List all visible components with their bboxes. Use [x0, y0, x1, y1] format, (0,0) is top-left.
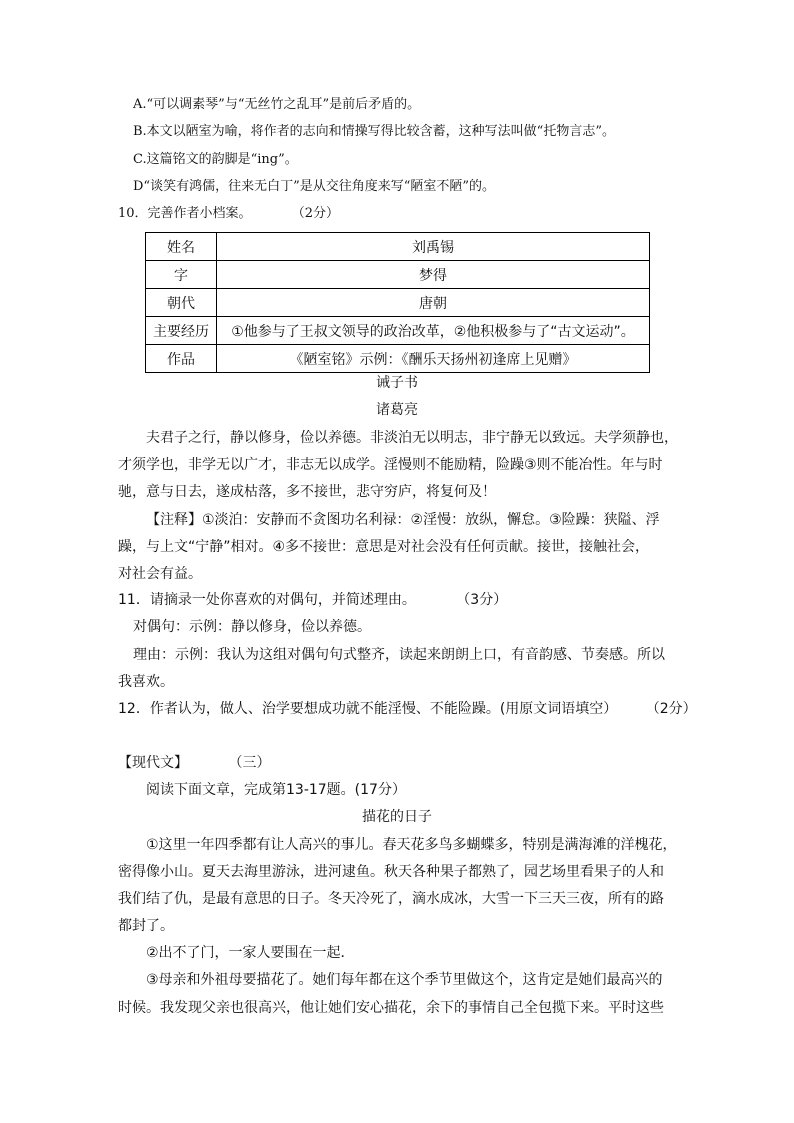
table-row	[146, 233, 650, 261]
article-line: 密得像小山。夏天去海里游泳，进河逮鱼。秋天各种果子都熟了，园艺场里看果子的人和	[118, 864, 664, 880]
text-title: 诫子书	[376, 375, 418, 391]
profile-value-experience: ①他参与了王叔文领导的政治改革，②他积极参与了“古文运动”。	[217, 317, 650, 345]
profile-value-works: 《陋室铭》示例：《酬乐天扬州初逢席上见赠》	[217, 345, 650, 373]
text-body-line: 才须学也，非学无以广才，非志无以成学。淫慢则不能励精，险躁③则不能冶性。年与时	[118, 457, 663, 473]
option-c: C.这篇铭文的韵脚是“ing”。	[133, 152, 298, 167]
article-line: 时候。我发现父亲也很高兴，他让她们安心描花，余下的事情自己全包揽下来。平时这些	[118, 1000, 664, 1016]
profile-value-courtesy: 梦得	[217, 261, 650, 289]
article-line: ③母亲和外祖母要描花了。她们每年都在这个季节里做这个，这肯定是她们最高兴的	[146, 972, 663, 988]
article-line: ①这里一年四季都有让人高兴的事儿。春天花多鸟多蝴蝶多，特别是满海滩的洋槐花，	[146, 837, 677, 853]
answer-reason-line: 我喜欢。	[118, 674, 174, 690]
table-row	[146, 317, 650, 345]
question-10-label: 10．完善作者小档案。	[118, 206, 252, 221]
question-11	[118, 590, 507, 610]
question-11-score: （3分）	[456, 592, 508, 608]
profile-key-courtesy: 字	[146, 261, 217, 289]
text-body-line: 夫君子之行，静以修身，俭以养德。非淡泊无以明志，非宁静无以致远。夫学须静也，	[146, 430, 678, 446]
notes-line: 躁，与上文“宁静”相对。④多不接世：意思是对社会没有任何贡献。接世，接触社会，	[118, 539, 650, 555]
table-row	[146, 289, 650, 317]
profile-key-works: 作品	[146, 345, 217, 373]
text-author: 诸葛亮	[376, 402, 418, 418]
question-12	[118, 699, 697, 719]
section-number: （三）	[228, 755, 271, 771]
author-profile-table	[145, 232, 650, 373]
article-line: 都封了。	[118, 918, 174, 934]
text-body-line: 驰，意与日去，遂成枯落，多不接世，悲守穷庐，将复何及！	[118, 484, 496, 500]
question-10-score: （2分）	[291, 206, 339, 221]
question-10	[118, 204, 339, 224]
table-row	[146, 345, 650, 373]
profile-key-dynasty: 朝代	[146, 289, 217, 317]
option-a: A.“可以调素琴”与“无丝竹之乱耳”是前后矛盾的。	[133, 97, 421, 112]
section-label: 【现代文】	[118, 755, 188, 771]
profile-key-experience: 主要经历	[146, 317, 217, 345]
profile-value-dynasty: 唐朝	[217, 289, 650, 317]
table-row	[146, 261, 650, 289]
section-instruction: 阅读下面文章，完成第13-17题。(17分）	[146, 782, 406, 798]
profile-key-name: 姓名	[146, 233, 217, 261]
question-11-label: 11．请摘录一处你喜欢的对偶句，并简述理由。	[118, 592, 416, 608]
profile-value-name: 刘禹锡	[217, 233, 650, 261]
section-heading	[118, 753, 270, 773]
article-line: ②出不了门，一家人要围在一起．	[146, 945, 355, 961]
option-d: D“谈笑有鸿儒，往来无白丁”是从交往角度来写“陋室不陋”的。	[133, 179, 496, 194]
answer-pair: 对偶句：示例：静以修身，俭以养德。	[133, 619, 371, 635]
article-title: 描花的日子	[362, 809, 432, 825]
answer-reason-line: 理由：示例：我认为这组对偶句句式整齐，读起来朗朗上口，有音韵感、节奏感。所以	[133, 647, 665, 663]
article-line: 我们结了仇，是最有意思的日子。冬天冷死了，滴水成冰，大雪一下三天三夜，所有的路	[118, 891, 664, 907]
notes-line: 【注释】①淡泊：安静而不贪图功名利禄：②淫慢：放纵，懈怠。③险躁：狭隘、浮	[146, 512, 660, 528]
option-b: B.本文以陋室为喻，将作者的志向和情操写得比较含蓄，这种写法叫做“托物言志”。	[133, 124, 615, 139]
notes-line: 对社会有益。	[118, 566, 202, 582]
question-12-text: 12．作者认为，做人、治学要想成功就不能淫慢、不能险躁。(用原文词语填空）	[118, 701, 618, 717]
question-12-score: （2分）	[645, 701, 697, 717]
